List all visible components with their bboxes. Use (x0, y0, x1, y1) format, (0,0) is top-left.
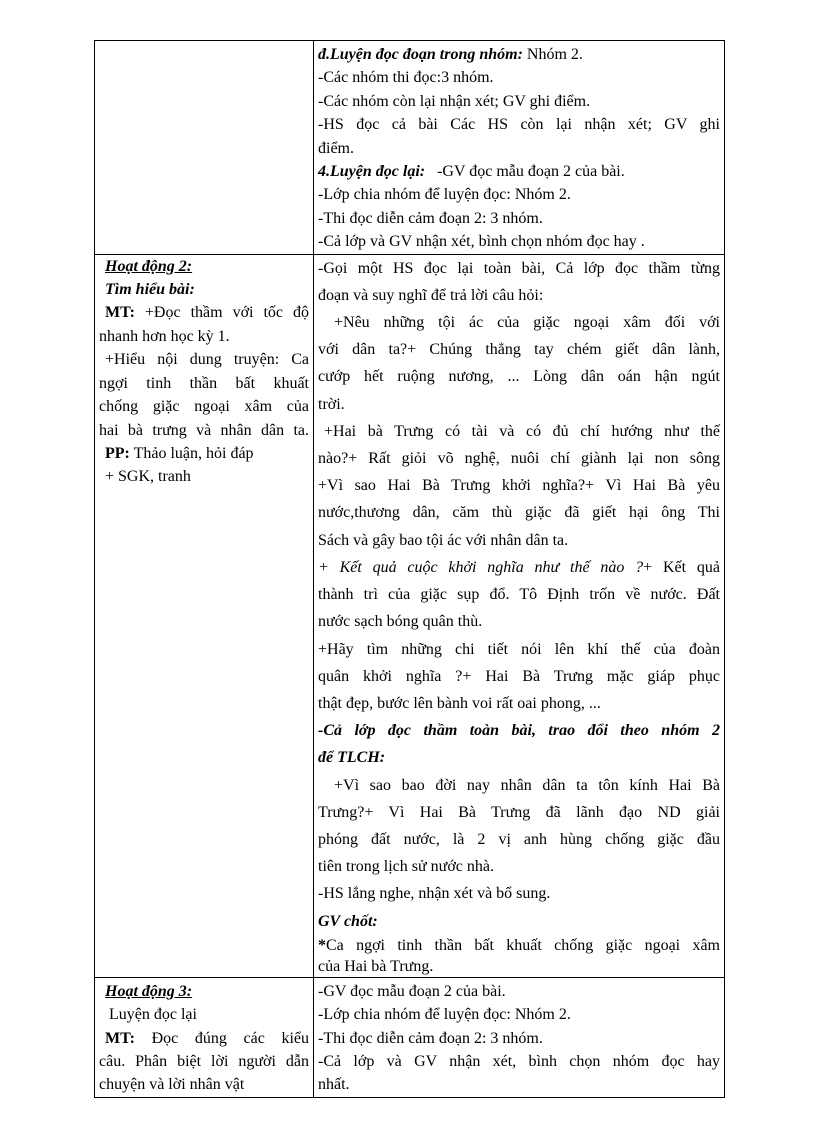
question-line: +Vì sao bao đời nay nhân dân ta tôn kính Hai Bà (334, 776, 720, 794)
text-line: nhanh hơn học kỳ 1. (99, 327, 230, 345)
question-line: +Nêu những tội ác của giặc ngoại xâm đối với (334, 314, 720, 332)
question-line: +Hai bà Trưng có tài và có đủ chí hướng như thế (324, 422, 720, 440)
text-line: -Lớp chia nhóm để luyện đọc: Nhóm 2. (318, 1006, 571, 1024)
lesson-page (94, 40, 724, 1098)
objective-label: MT: (105, 1029, 135, 1047)
text-line: -Cả lớp và GV nhận xét, bình chọn nhóm đọc hay . (318, 233, 645, 251)
instruction-line: để TLCH: (318, 749, 386, 767)
text-line: -HS đọc cả bài Các HS còn lại nhận xét; GV ghi (318, 116, 720, 134)
activity-heading: Hoạt động 2: (105, 257, 193, 275)
teacher-conclusion-label: GV chốt: (318, 912, 378, 930)
text-line: ngợi tinh thần bất khuất (99, 374, 309, 392)
section-title: 4.Luyện đọc lại: (318, 163, 426, 181)
activity-heading: Hoạt động 3: (105, 982, 193, 1000)
question-italic: + Kết quả cuộc khởi nghĩa như thế nào ? (318, 558, 644, 576)
text-line: câu. Phân biệt lời người dẫn (99, 1052, 309, 1070)
text-line: nước sạch bóng quân thù. (318, 613, 483, 631)
text-line: +Hiểu nội dung truyện: Ca (105, 351, 309, 369)
question-line: +Vì sao Hai Bà Trưng khởi nghĩa?+ Vì Hai Bà yêu (318, 477, 720, 495)
text-line: đoạn và suy nghĩ để trả lời câu hỏi: (318, 286, 544, 304)
text-line: thành trì của giặc sụp đổ. Tô Định trốn về nước. Đất (318, 586, 720, 604)
activity-subheading: Tìm hiểu bài: (105, 281, 195, 299)
text-line: -GV đọc mẫu đoạn 2 của bài. (318, 982, 506, 1000)
text-line: -Các nhóm còn lại nhận xét; GV ghi điểm. (318, 92, 591, 110)
text-line: của Hai bà Trưng. (318, 957, 434, 975)
procedure-cell: -Gọi một HS đọc lại toàn bài, Cả lớp đọc thầm từng đoạn và suy nghĩ để trả lời câu hỏi: +Nêu những tội ác của giặc ngoại xâm đối với với dân ta?+ Chúng thẳng tay chém giết dân lành, cướp hết ruộng nương, ... Lòng dân oán hận ngút trời. +Hai bà Trưng có tài và có đủ chí hướng như thế nào?+ Rất giỏi võ nghệ, nuôi chí giành lại non sông +Vì sao Hai Bà Trưng khởi nghĩa?+ Vì Hai Bà yêu nước,thương dân, căm thù giặc đã giết hại ông Thi Sách và gây bao tội ác với nhân dân ta. + Kết quả cuộc khởi nghĩa như thế nào ?+ Kết quả thành trì của giặc sụp đổ. Tô Định trốn về nước. Đất nước sạch bóng quân thù. +Hãy tìm những chi tiết nói lên khí thế của đoàn quân khởi nghĩa ?+ Hai Bà Trưng mặc giáp phục thật đẹp, bước lên bành voi rất oai phong, ... -Cả lớp đọc thầm toàn bài, trao đổi theo nhóm 2 để TLCH: +Vì sao bao đời nay nhân dân ta tôn kính Hai Bà Trưng?+ Vì Hai Bà Trưng đã lãnh đạo ND giải phóng đất nước, là 2 vị anh hùng chống giặc đầu tiên trong lịch sử nước nhà. -HS lắng nghe, nhận xét và bổ sung. GV chốt: *Ca ngợi tinh thần bất khuất chống giặc ngoại xâm của Hai bà Trưng. (314, 254, 725, 977)
text-line: -Lớp chia nhóm để luyện đọc: Nhóm 2. (318, 186, 571, 204)
section-title: đ.Luyện đọc đoạn trong nhóm: (318, 46, 523, 63)
text-line: Trưng?+ Vì Hai Bà Trưng đã lãnh đạo ND giải (318, 803, 720, 821)
text-line: tiên trong lịch sử nước nhà. (318, 858, 494, 876)
table-row (95, 41, 725, 255)
text-line: chuyện và lời nhân vật (99, 1076, 245, 1094)
text-line: nước,thương dân, căm thù giặc đã giết hại ông Thi (318, 504, 720, 522)
procedure-cell: đ.Luyện đọc đoạn trong nhóm: Nhóm 2. -Các nhóm thi đọc:3 nhóm. -Các nhóm còn lại nhận xét; GV ghi điểm. -HS đọc cả bài Các HS còn lại nhận xét; GV ghi điểm. 4.Luyện đọc lại: -GV đọc mẫu đoạn 2 của bài. -Lớp chia nhóm để luyện đọc: Nhóm 2. -Thi đọc diễn cảm đoạn 2: 3 nhóm. -Cả lớp và GV nhận xét, bình chọn nhóm đọc hay . (314, 41, 725, 255)
instruction-line: -Cả lớp đọc thầm toàn bài, trao đổi theo nhóm 2 (318, 722, 720, 740)
lesson-table (94, 40, 725, 1098)
text-line: Sách và gây bao tội ác với nhân dân ta. (318, 531, 569, 549)
text-line: -HS lắng nghe, nhận xét và bổ sung. (318, 885, 551, 903)
text-line: -Cả lớp và GV nhận xét, bình chọn nhóm đọc hay (318, 1052, 720, 1070)
activity-subheading: Luyện đọc lại (105, 1006, 197, 1024)
objective-label: MT: (105, 304, 135, 322)
table-row (95, 977, 725, 1097)
activity-cell-empty (95, 41, 314, 255)
text-line: cướp hết ruộng nương, ... Lòng dân oán hận ngút (318, 368, 720, 386)
text-line: -Thi đọc diễn cảm đoạn 2: 3 nhóm. (318, 1029, 543, 1047)
method-label: PP: (105, 444, 130, 462)
table-row (95, 254, 725, 977)
text-line: với dân ta?+ Chúng thẳng tay chém giết dân lành, (318, 341, 720, 359)
text-line: nhất. (318, 1076, 350, 1094)
text-line: -Thi đọc diễn cảm đoạn 2: 3 nhóm. (318, 209, 543, 227)
materials-line: + SGK, tranh (105, 468, 191, 486)
procedure-cell (314, 977, 725, 1097)
text-line: -Các nhóm thi đọc:3 nhóm. (318, 69, 494, 87)
text-line: điểm. (318, 139, 354, 157)
asterisk-mark: * (318, 936, 326, 954)
question-line: +Hãy tìm những chi tiết nói lên khí thế của đoàn (318, 640, 720, 658)
text-line: phóng đất nước, là 2 vị anh hùng chống giặc đầu (318, 830, 720, 848)
text-line: quân khởi nghĩa ?+ Hai Bà Trưng mặc giáp phục (318, 667, 720, 685)
text-line: nào?+ Rất giỏi võ nghệ, nuôi chí giành lại non sông (318, 450, 720, 468)
text-line: hai bà trưng và nhân dân ta. (99, 421, 309, 439)
activity-cell: Hoạt động 3: Luyện đọc lại MT: Đọc đúng các kiểu câu. Phân biệt lời người dẫn chuyện và lời nhân vật (95, 977, 314, 1097)
text-line: trời. (318, 395, 345, 413)
text-line: thật đẹp, bước lên bành voi rất oai phong, ... (318, 694, 601, 712)
text-line: chống giặc ngoại xâm của (99, 398, 309, 416)
activity-cell: Hoạt động 2: Tìm hiểu bài: MT: +Đọc thầm với tốc độ nhanh hơn học kỳ 1. +Hiểu nội dung truyện: Ca ngợi tinh thần bất khuất chống giặc ngoại xâm của hai bà trưng và nhân dân ta. PP: Thảo luận, hỏi đáp + SGK, tranh (95, 254, 314, 977)
text-line: -Gọi một HS đọc lại toàn bài, Cả lớp đọc thầm từng (318, 259, 720, 277)
